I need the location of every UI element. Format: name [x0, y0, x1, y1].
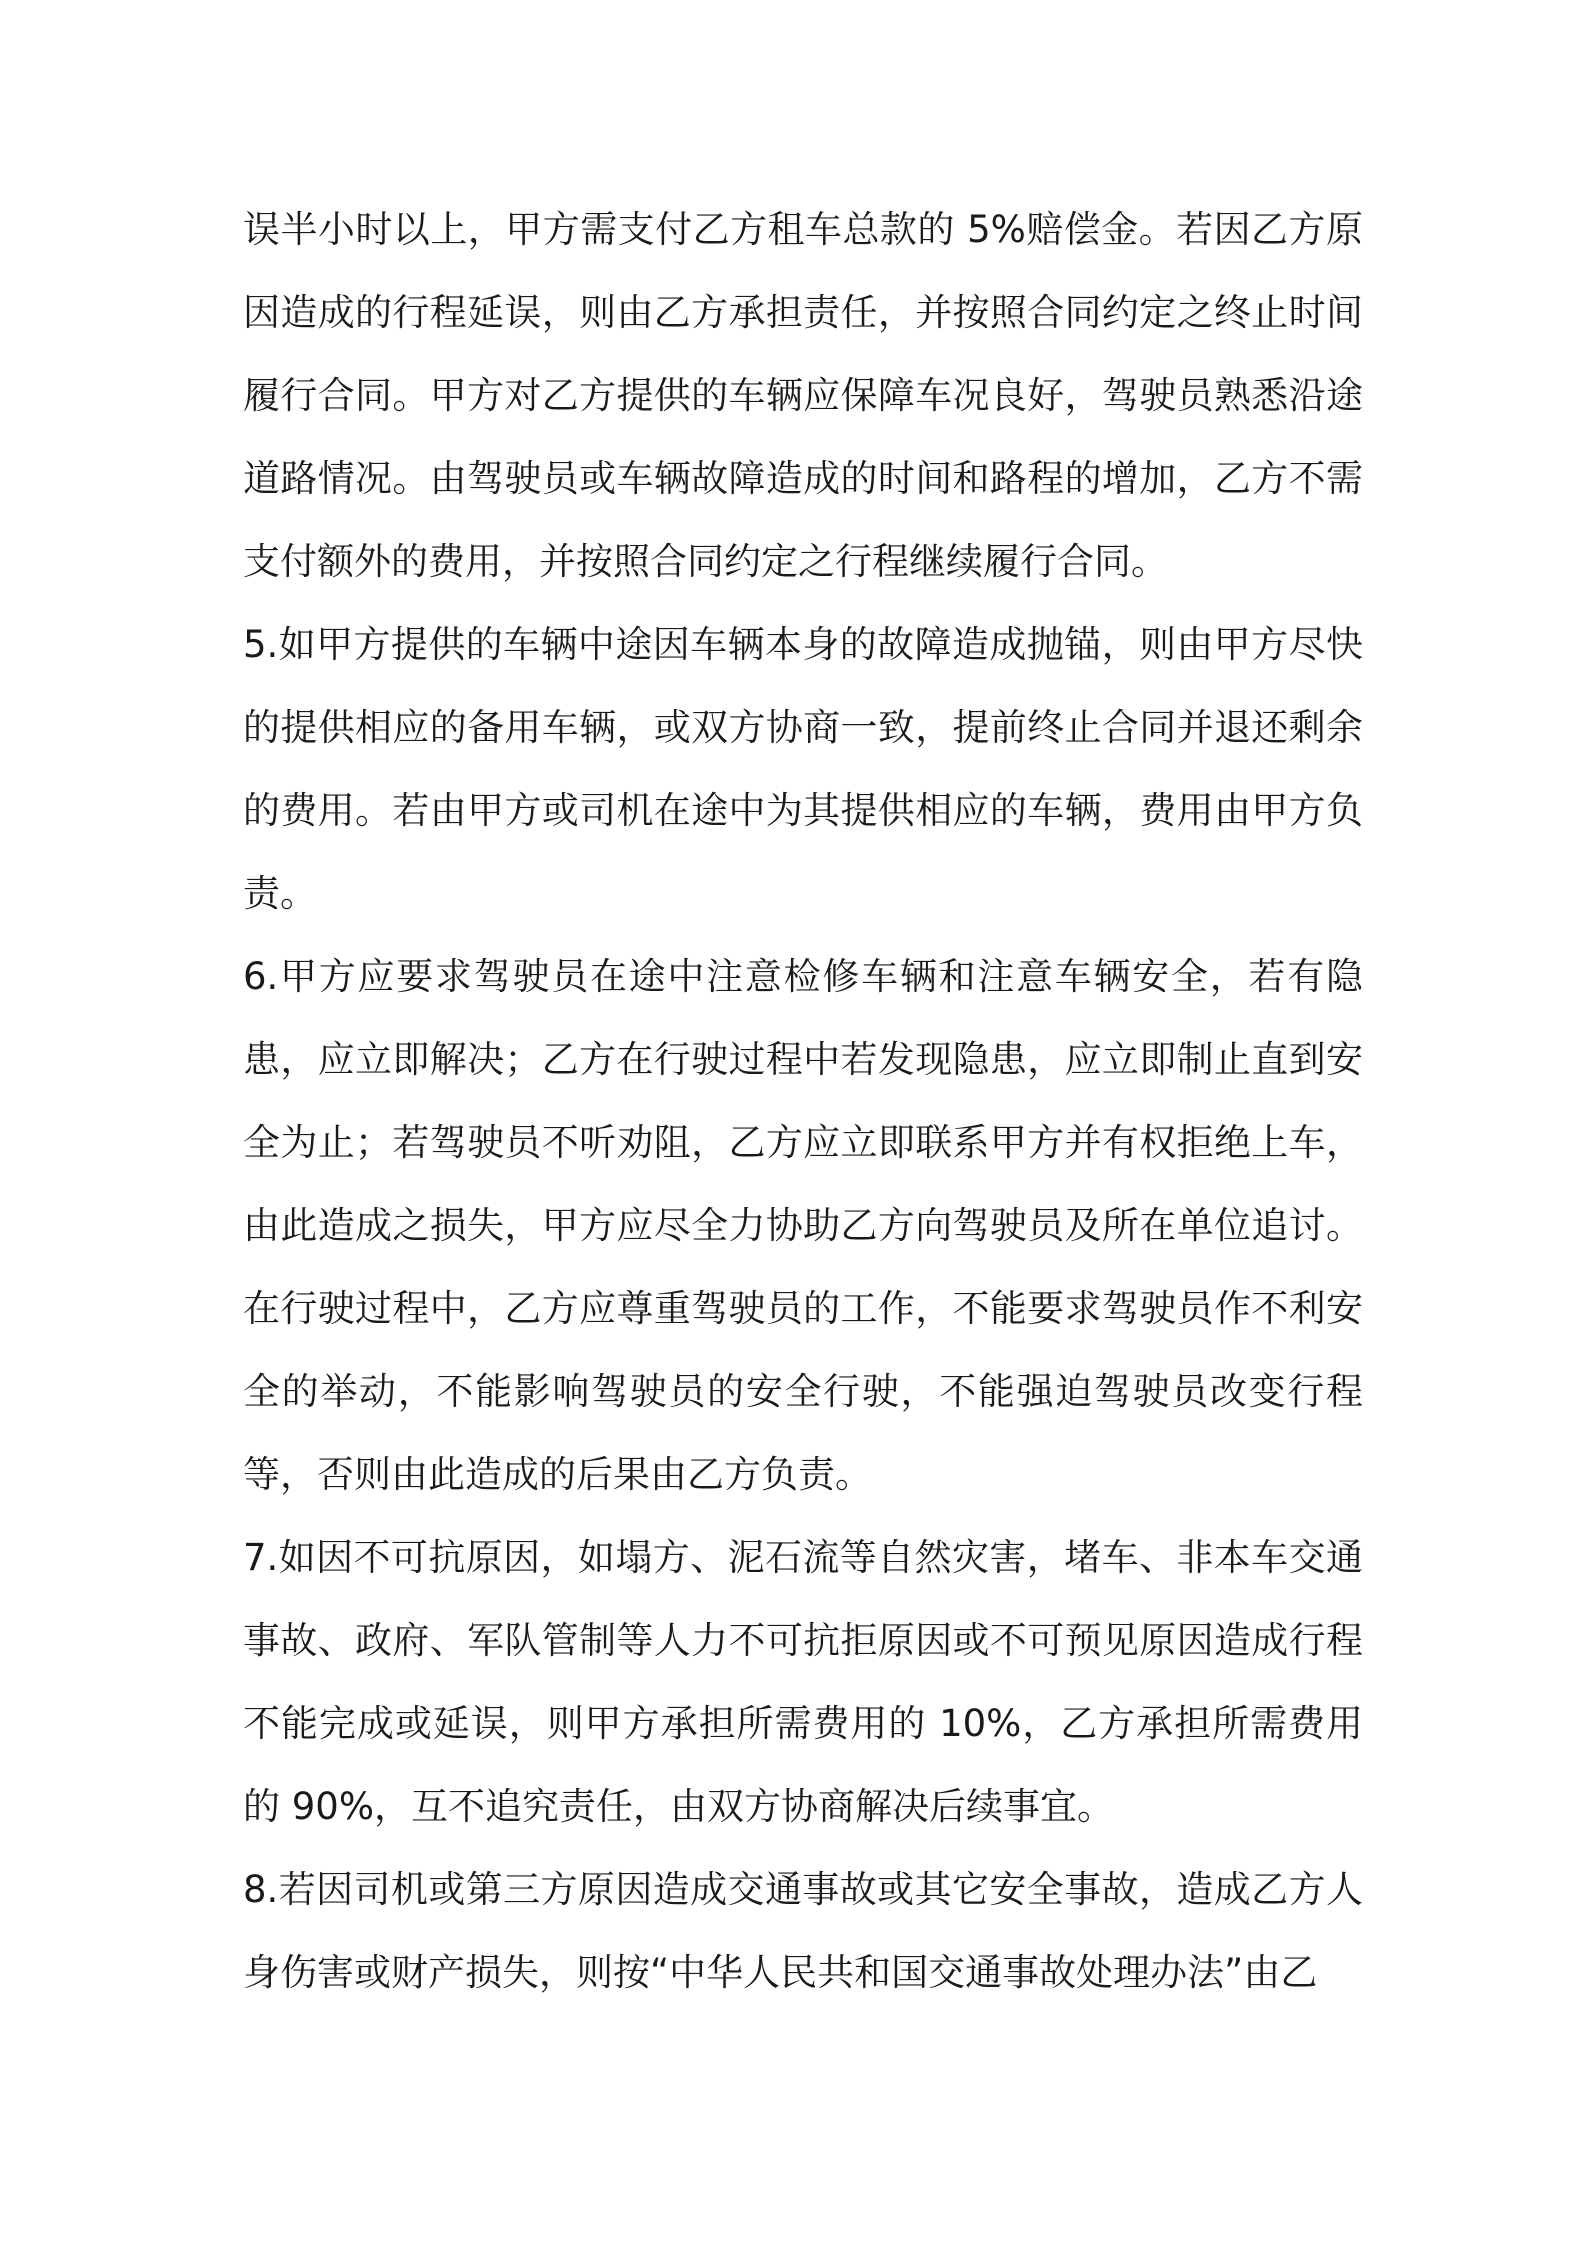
paragraph-clause-6: 6.甲方应要求驾驶员在途中注意检修车辆和注意车辆安全，若有隐患，应立即解决；乙方在行驶过程中若发现隐患，应立即制止直到安全为止；若驾驶员不听劝阻，乙方应立即联系甲方并有权拒绝上车，由此造成之损失，甲方应尽全力协助乙方向驾驶员及所在单位追讨。在行驶过程中，乙方应尊重驾驶员的工作，不能要求驾驶员作不利安全的举动，不能影响驾驶员的安全行驶，不能强迫驾驶员改变行程等，否则由此造成的后果由乙方负责。 — [243, 955, 1363, 1496]
paragraph-continuation: 误半小时以上，甲方需支付乙方租车总款的 5%赔偿金。若因乙方原因造成的行程延误，则由乙方承担责任，并按照合同约定之终止时间履行合同。甲方对乙方提供的车辆应保障车况良好，驾驶员熟悉沿途道路情况。由驾驶员或车辆故障造成的时间和路程的增加，乙方不需支付额外的费用，并按照合同约定之行程继续履行合同。 — [243, 208, 1363, 583]
document-body — [243, 188, 1363, 2014]
paragraph-clause-5: 5.如甲方提供的车辆中途因车辆本身的故障造成抛锚，则由甲方尽快的提供相应的备用车辆，或双方协商一致，提前终止合同并退还剩余的费用。若由甲方或司机在途中为其提供相应的车辆，费用由甲方负责。 — [243, 623, 1363, 915]
paragraph-clause-7: 7.如因不可抗原因，如塌方、泥石流等自然灾害，堵车、非本车交通事故、政府、军队管制等人力不可抗拒原因或不可预见原因造成行程不能完成或延误，则甲方承担所需费用的 10%，乙方承担所需费用的 90%，互不追究责任，由双方协商解决后续事宜。 — [243, 1536, 1363, 1828]
paragraph-clause-8: 8.若因司机或第三方原因造成交通事故或其它安全事故，造成乙方人身伤害或财产损失，则按“中华人民共和国交通事故处理办法”由乙 — [243, 1868, 1363, 1994]
